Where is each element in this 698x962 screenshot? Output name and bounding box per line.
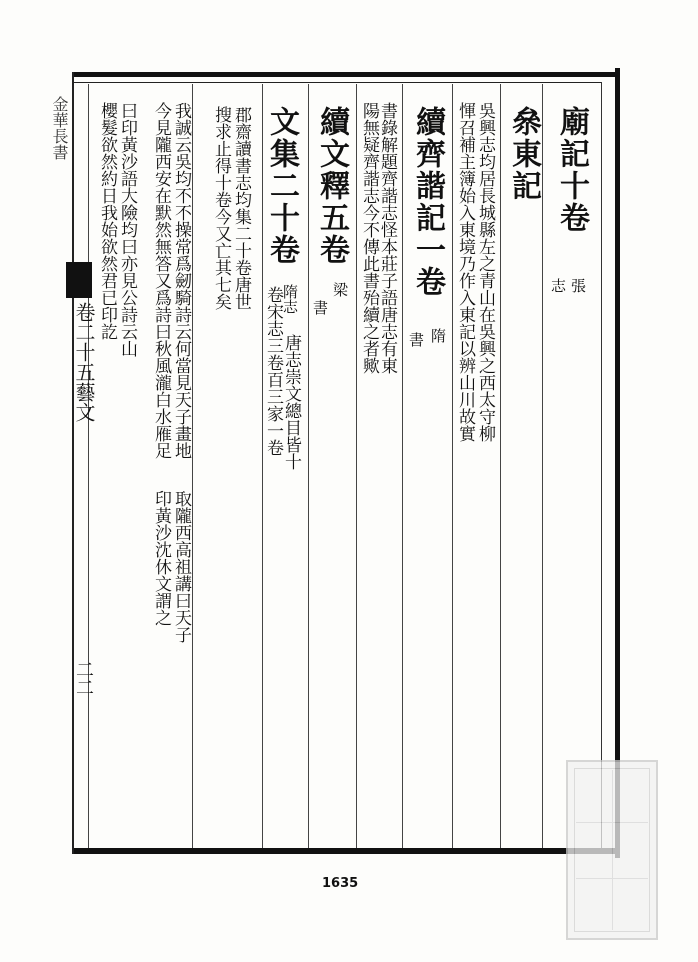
- column-rule: [88, 84, 89, 848]
- commentary-line: 櫻髮欲然約日我始欲然君已印訖: [97, 102, 117, 340]
- commentary-line: 郡齋讀書志均集二十卷唐世: [231, 106, 251, 310]
- margin-fishtail-mark: [66, 262, 92, 298]
- commentary-line: 取隴西高祖講曰天子: [171, 490, 191, 643]
- commentary-line: 卷宋志三卷百三家一卷: [263, 286, 283, 456]
- column-rule: [356, 84, 357, 848]
- column-rule: [308, 84, 309, 848]
- entry-note: 書: [407, 332, 425, 347]
- entry-note: 梁: [331, 282, 349, 297]
- column-rule: [500, 84, 501, 848]
- commentary-line: 惲召補主簿始入東境乃作入東記以辨山川故實: [455, 102, 475, 442]
- frame-bottom-border: [72, 848, 620, 854]
- frame-top-border: [72, 72, 620, 77]
- frame-right-border: [615, 68, 620, 858]
- commentary-line: 搜求止得十卷今又亡其七矣: [211, 106, 231, 310]
- entry-note: 張: [569, 278, 587, 293]
- library-seal-stamp: [566, 760, 658, 940]
- margin-chapter: 卷二十五藝文: [72, 302, 96, 422]
- entry-note: 書: [311, 300, 329, 315]
- commentary-line: 吳興志均居長城縣左之青山在吳興之西太守柳: [475, 102, 495, 442]
- column-rule: [402, 84, 403, 848]
- commentary-line: 曰印黃沙語大險均曰亦見公詩云山: [117, 102, 137, 357]
- column-rule: [542, 84, 543, 848]
- margin-leaf-number: 二二: [73, 660, 94, 696]
- entry-note: 隋志: [281, 284, 299, 314]
- margin-book-title: 金華長書: [50, 96, 69, 160]
- column-rule: [452, 84, 453, 848]
- page-frame: [72, 72, 620, 862]
- column-rule: [262, 84, 263, 848]
- entry-note: 隋: [429, 328, 447, 343]
- entry-title-xuwenshi: 續文釋五卷: [314, 106, 349, 266]
- frame-left-border: [72, 72, 74, 854]
- entry-title-miaoji: 廟記十卷: [554, 106, 589, 234]
- commentary-line: 書錄解題齊諧志怪本莊子語唐志有東: [377, 102, 397, 374]
- frame-inner-right-rule: [601, 82, 602, 848]
- commentary-line: 我誠云吳均不不操常爲劒騎詩云何當見天子畫地: [171, 102, 191, 459]
- commentary-line: 今見隴西安在默然無答又爲詩曰秋風瀧白水雁足: [151, 102, 171, 459]
- frame-inner-top-rule: [72, 82, 602, 83]
- commentary-line: 唐志崇文總目皆十: [281, 334, 301, 470]
- entry-title-xuqixieji: 續齊諧記一卷: [410, 106, 445, 298]
- commentary-line: 陽無疑齊諧志今不傳此書殆續之者歟: [359, 102, 379, 374]
- page-number: 1635: [322, 876, 359, 891]
- entry-title-rudongji: 㕘東記: [506, 106, 541, 202]
- column-rule: [192, 84, 193, 848]
- commentary-line: 印黃沙沈休文謂之: [151, 490, 171, 626]
- entry-title-wenji: 文集二十卷: [264, 106, 299, 266]
- entry-note: 志: [549, 278, 567, 293]
